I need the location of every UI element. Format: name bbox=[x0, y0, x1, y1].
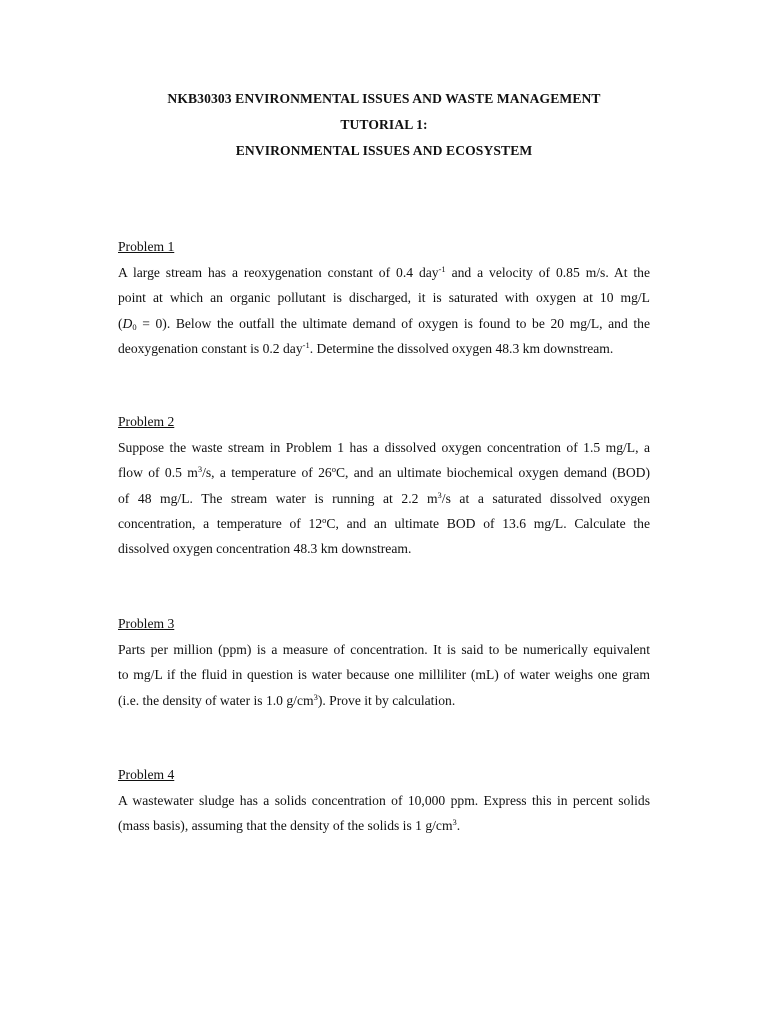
topic-title: ENVIRONMENTAL ISSUES AND ECOSYSTEM bbox=[235, 143, 533, 158]
problem-text-line: point at which an organic pollutant is discharged, it is saturated with oxygen at 10 mg/L bbox=[118, 290, 650, 306]
problem-text-line: A large stream has a reoxygenation constant of 0.4 day$^{-1}$ and a velocity of 0.85 m/s. At the bbox=[118, 264, 650, 280]
problem-text-line: to mg/L if the fluid in question is water because one milliliter (mL) of water weighs one gram bbox=[118, 667, 650, 683]
problem-1 bbox=[118, 234, 650, 361]
problem-text-line: Parts per million (ppm) is a measure of concentration. It is said to be numerically equivalent bbox=[118, 642, 650, 657]
problem-title: Problem 1 bbox=[118, 239, 175, 254]
problem-text-line: A wastewater sludge has a solids concentration of 10,000 ppm. Express this in percent solids bbox=[118, 793, 650, 808]
problem-title: Problem 4 bbox=[118, 767, 175, 782]
problem-text-line: (i.e. the density of water is 1.0 $g/cm^3$). Prove it by calculation. bbox=[118, 691, 456, 708]
problem-text-line: of 48 mg/L. The stream water is running at 2.2 $m^3/s$ at a saturated dissolved oxygen bbox=[118, 489, 651, 506]
problem-text-line: concentration, a temperature of 12$^o$C, and an ultimate BOD of 13.6 mg/L. Calculate the bbox=[118, 514, 650, 531]
problem-text-line: Suppose the waste stream in Problem 1 has a dissolved oxygen concentration of 1.5 mg/L, a bbox=[118, 440, 650, 455]
problem-title: Problem 3 bbox=[118, 616, 175, 631]
document-header bbox=[0, 86, 768, 164]
problem-3 bbox=[118, 611, 650, 713]
problem-text-line: flow of 0.5 $m^3/s$, a temperature of 26$^o$C, and an ultimate biochemical oxygen demand (BOD) bbox=[118, 464, 650, 481]
tutorial-title: TUTORIAL 1: bbox=[340, 117, 428, 132]
problem-text-line: $(D_0 = 0)$. Below the outfall the ultimate demand of oxygen is found to be 20 mg/L, and the bbox=[118, 315, 650, 332]
problem-text-line: deoxygenation constant is 0.2 day$^{-1}$. Determine the dissolved oxygen 48.3 km downstream. bbox=[118, 339, 614, 356]
problem-title: Problem 2 bbox=[118, 414, 175, 429]
problem-text-line: dissolved oxygen concentration 48.3 km downstream. bbox=[118, 541, 412, 557]
problem-4 bbox=[118, 762, 650, 839]
problem-text-line: (mass basis), assuming that the density of the solids is 1 $g/cm^3$. bbox=[118, 817, 461, 834]
course-title: NKB30303 ENVIRONMENTAL ISSUES AND WASTE MANAGEMENT bbox=[167, 91, 601, 106]
problem-2 bbox=[118, 409, 650, 561]
